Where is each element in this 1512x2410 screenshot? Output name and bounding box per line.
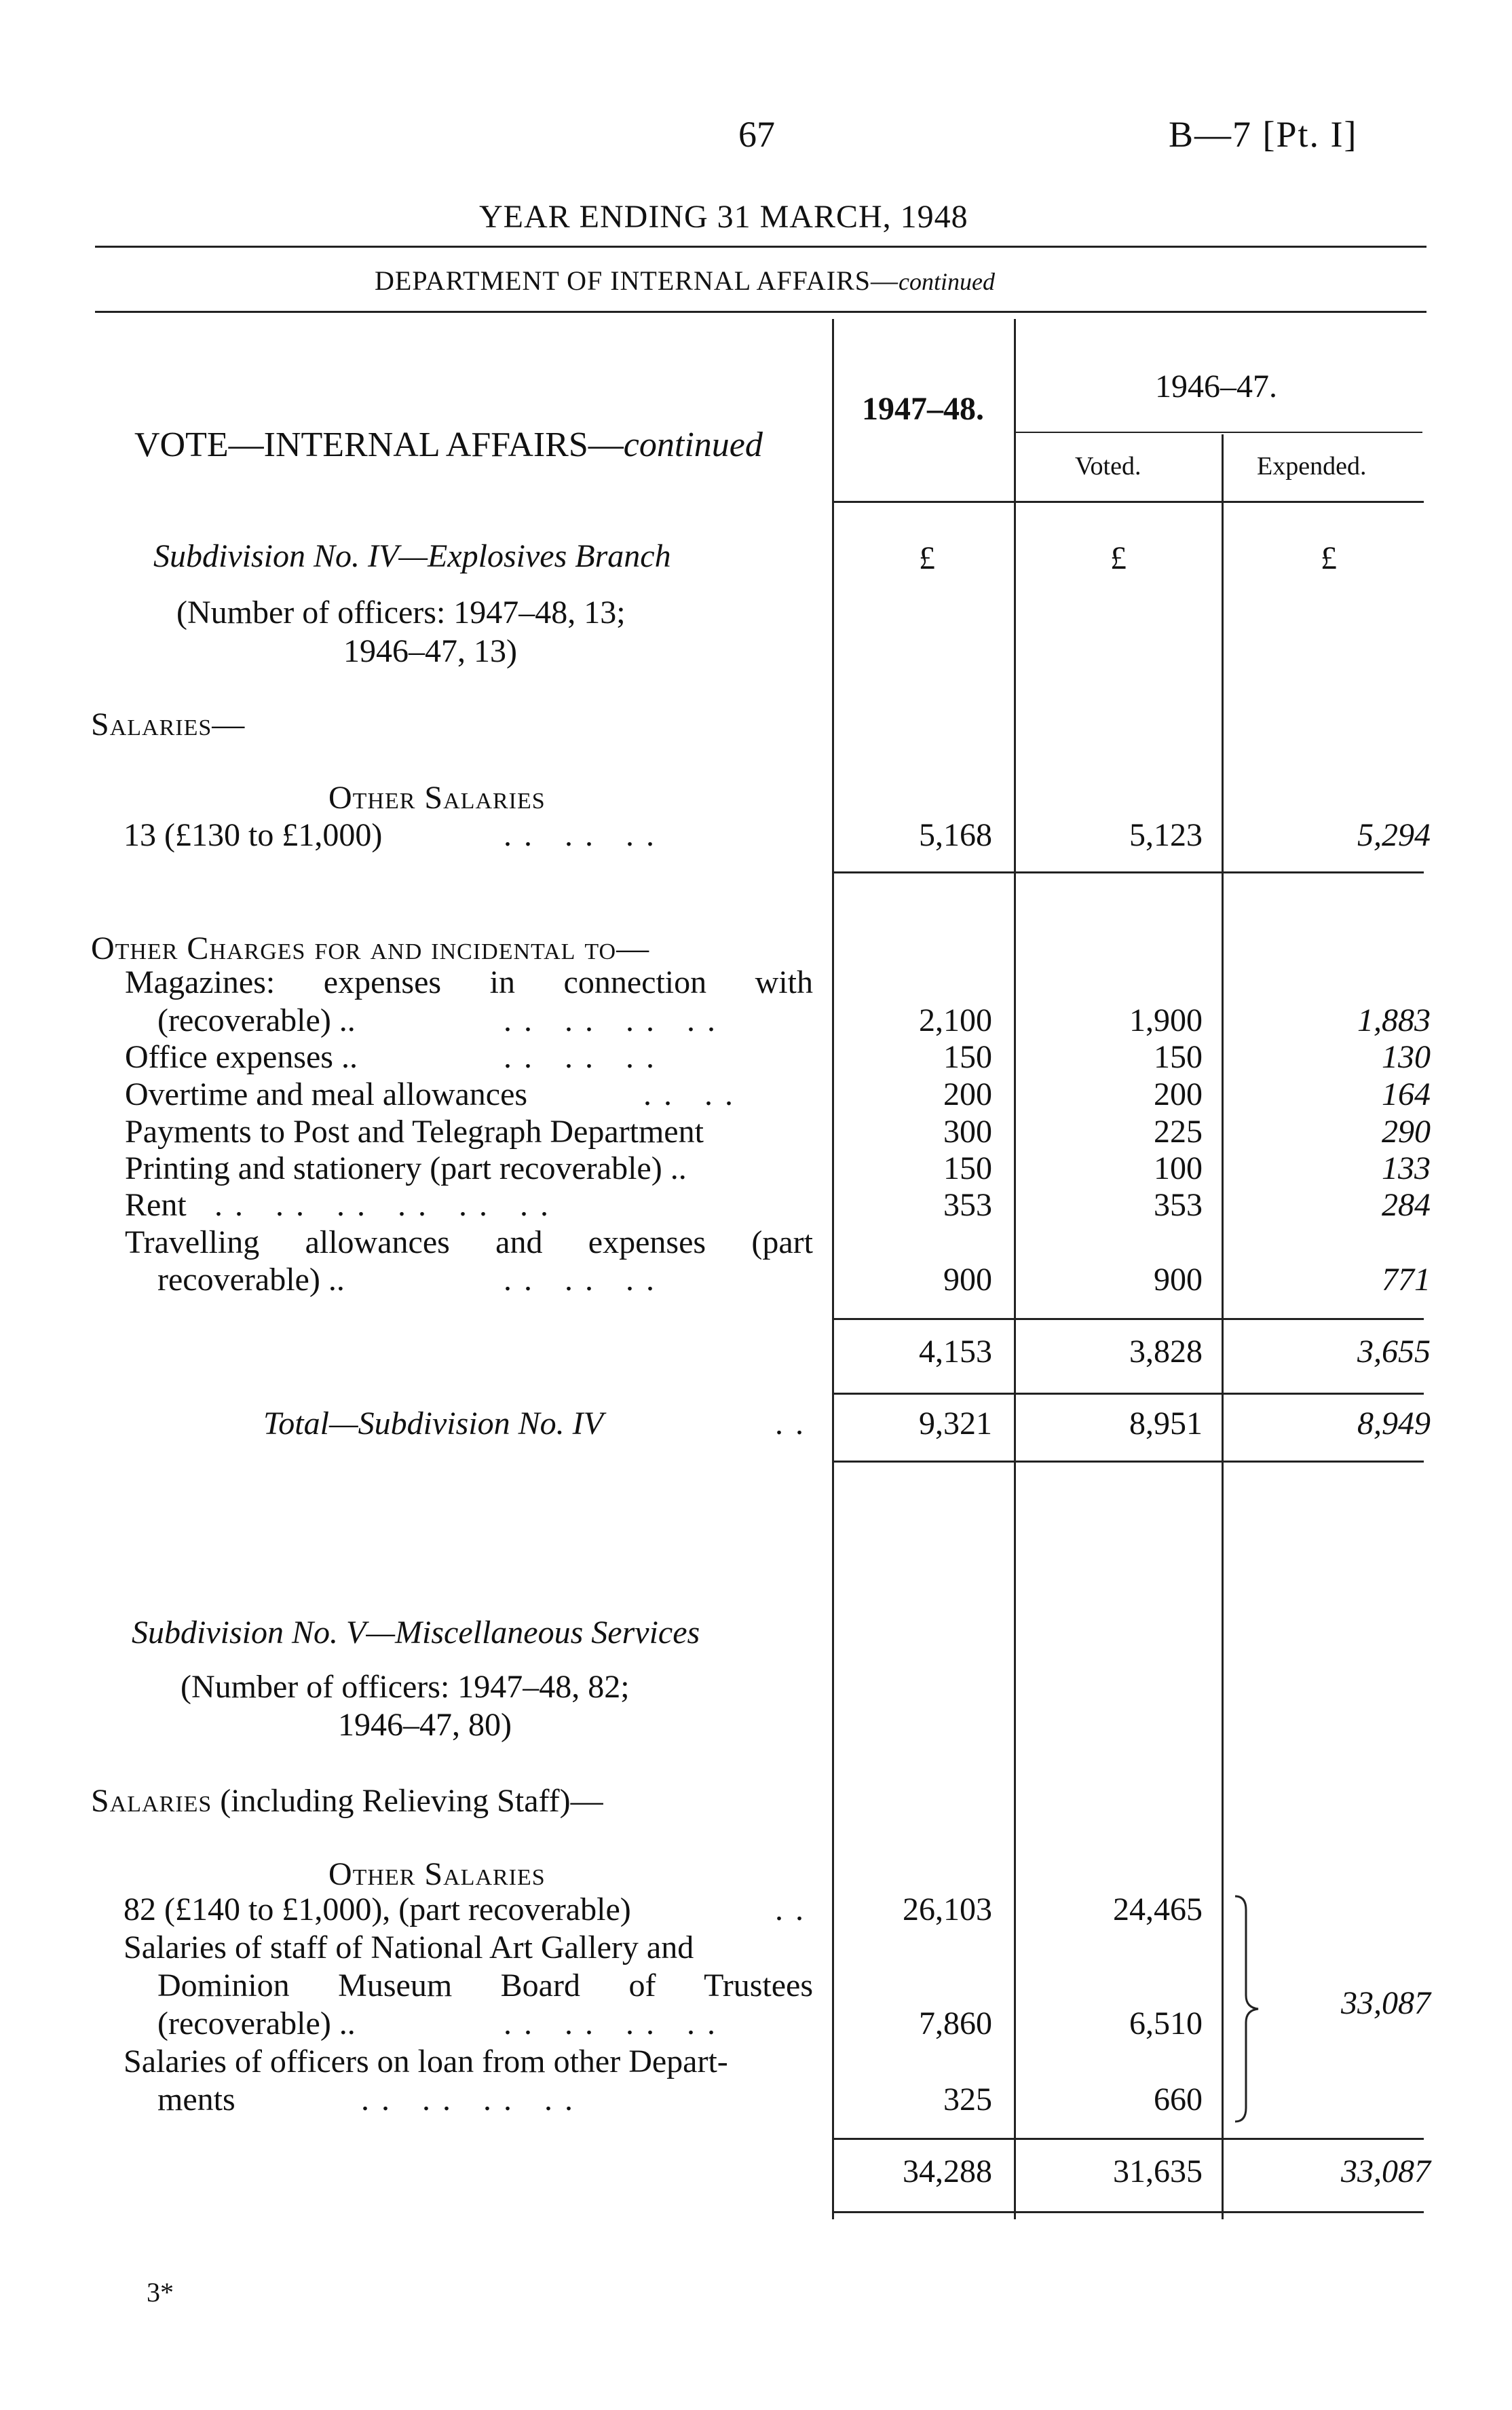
total-v-expended: 33,087 <box>1341 2153 1431 2189</box>
leader-dots: .. <box>775 1891 816 1927</box>
charge-voted: 150 <box>1154 1039 1203 1075</box>
leader-dots: .. .. .. .. <box>504 1002 727 1038</box>
salary-row-label: 13 (£130 to £1,000) <box>124 817 383 853</box>
charge-label: Printing and stationery (part recoverable) .. <box>125 1150 687 1186</box>
currency-1947: £ <box>919 540 935 576</box>
page-number: 67 <box>738 114 775 155</box>
charge-label-cont: recoverable) .. <box>157 1262 345 1298</box>
charges-subtotal-expended: 3,655 <box>1357 1334 1431 1370</box>
header-rule-top <box>95 246 1426 248</box>
charge-label: Payments to Post and Telegraph Department <box>125 1114 704 1150</box>
year-title: YEAR ENDING 31 MARCH, 1948 <box>479 199 968 235</box>
salary-label: Salaries of staff of National Art Gallery and <box>124 1929 694 1965</box>
salary-row-expended: 5,294 <box>1357 817 1431 853</box>
charge-label: Office expenses .. <box>125 1039 358 1075</box>
total-iv-1947: 9,321 <box>919 1406 992 1442</box>
leader-dots: .. .. .. .. <box>504 2006 727 2041</box>
column-header-voted: Voted. <box>1075 452 1141 481</box>
currency-voted: £ <box>1110 540 1127 576</box>
salary-label: Salaries of officers on loan from other Depart- <box>124 2044 728 2079</box>
head-rule <box>833 501 1424 503</box>
document-reference: B—7 [Pt. I] <box>1169 114 1358 155</box>
charge-expended: 771 <box>1382 1262 1431 1298</box>
charges-subtotal-1947: 4,153 <box>919 1334 992 1370</box>
charge-expended: 284 <box>1382 1187 1431 1223</box>
charge-voted: 1,900 <box>1129 1002 1203 1038</box>
total-iv-rule <box>833 1393 1424 1395</box>
charge-voted: 200 <box>1154 1076 1203 1112</box>
salary-row-voted: 5,123 <box>1129 817 1203 853</box>
subheader-rule <box>1015 432 1422 433</box>
salary-subtotal-rule <box>833 871 1424 873</box>
salary-1947: 325 <box>943 2082 992 2117</box>
charge-1947: 150 <box>943 1150 992 1186</box>
leader-dots: .. .. .. <box>504 817 666 853</box>
salary-voted: 660 <box>1154 2082 1203 2117</box>
charge-1947: 900 <box>943 1262 992 1298</box>
salary-label-cont: Dominion Museum Board of Trustees <box>157 1967 813 2003</box>
charge-expended: 130 <box>1382 1039 1431 1075</box>
total-v-voted: 31,635 <box>1113 2153 1203 2189</box>
salary-voted: 24,465 <box>1113 1891 1203 1927</box>
salary-voted: 6,510 <box>1129 2006 1203 2041</box>
leader-dots: .. .. .. .. <box>361 2082 585 2117</box>
charges-subtotal-rule <box>833 1318 1424 1320</box>
subdivision-v-officers-line1: (Number of officers: 1947–48, 82; <box>181 1669 630 1705</box>
charge-1947: 300 <box>943 1114 992 1150</box>
salary-row-1947: 5,168 <box>919 817 992 853</box>
total-iv-bottom-rule <box>833 1461 1424 1463</box>
charge-voted: 900 <box>1154 1262 1203 1298</box>
charges-subtotal-voted: 3,828 <box>1129 1334 1203 1370</box>
total-v-1947: 34,288 <box>903 2153 992 2189</box>
column-header-expended: Expended. <box>1257 452 1367 481</box>
column-rule-expended <box>1222 434 1224 2219</box>
subdivision-iv-officers-line1: (Number of officers: 1947–48, 13; <box>176 595 626 630</box>
header-rule-bottom <box>95 311 1426 313</box>
charge-label: Rent <box>125 1187 187 1223</box>
salary-label-cont: ments <box>157 2082 235 2117</box>
charge-1947: 353 <box>943 1187 992 1223</box>
subdivision-v-officers-line2: 1946–47, 80) <box>338 1707 512 1743</box>
leader-dots: .. <box>775 1406 816 1442</box>
subdivision-iv-officers-line2: 1946–47, 13) <box>343 633 517 669</box>
salary-label-cont: (recoverable) .. <box>157 2006 356 2041</box>
salary-label: 82 (£140 to £1,000), (part recoverable) <box>124 1891 631 1927</box>
charge-1947: 150 <box>943 1039 992 1075</box>
leader-dots: .. .. <box>643 1076 745 1112</box>
charge-label-cont: (recoverable) .. <box>157 1002 356 1038</box>
vote-title: VOTE—INTERNAL AFFAIRS—continued <box>134 426 763 464</box>
charge-label: Travelling allowances and expenses (part <box>125 1224 813 1260</box>
charge-expended: 1,883 <box>1357 1002 1431 1038</box>
charge-1947: 2,100 <box>919 1002 992 1038</box>
other-salaries-heading-v: Other Salaries <box>328 1856 546 1892</box>
leader-dots: .. .. .. .. .. .. <box>214 1187 561 1223</box>
column-header-1946-47: 1946–47. <box>1155 369 1277 404</box>
salaries-heading: Salaries— <box>91 707 246 742</box>
other-charges-heading: Other Charges for and incidental to— <box>91 930 650 966</box>
signature-mark: 3* <box>147 2277 174 2308</box>
salary-1947: 7,860 <box>919 2006 992 2041</box>
charge-label: Overtime and meal allowances <box>125 1076 528 1112</box>
charge-expended: 133 <box>1382 1150 1431 1186</box>
total-iv-expended: 8,949 <box>1357 1406 1431 1442</box>
leader-dots: .. .. .. <box>504 1262 666 1298</box>
charge-1947: 200 <box>943 1076 992 1112</box>
salaries-heading-v: Salaries (including Relieving Staff)— <box>91 1783 603 1819</box>
charge-expended: 164 <box>1382 1076 1431 1112</box>
charge-label: Magazines: expenses in connection with <box>125 964 813 1000</box>
total-iv-voted: 8,951 <box>1129 1406 1203 1442</box>
total-v-rule <box>833 2138 1424 2140</box>
subdivision-iv-title: Subdivision No. IV—Explosives Branch <box>153 538 671 574</box>
leader-dots: .. .. .. <box>504 1039 666 1075</box>
currency-expended: £ <box>1321 540 1337 576</box>
column-header-1947-48: 1947–48. <box>862 391 984 427</box>
total-iv-label: Total—Subdivision No. IV <box>263 1406 603 1442</box>
department-title: DEPARTMENT OF INTERNAL AFFAIRS—continued <box>375 265 996 296</box>
charge-voted: 225 <box>1154 1114 1203 1150</box>
bracket-expended-value: 33,087 <box>1341 1985 1431 2021</box>
charge-voted: 353 <box>1154 1187 1203 1223</box>
subdivision-v-title: Subdivision No. V—Miscellaneous Services <box>132 1615 700 1651</box>
charge-expended: 290 <box>1382 1114 1431 1150</box>
charge-voted: 100 <box>1154 1150 1203 1186</box>
column-rule-voted <box>1014 319 1016 2219</box>
table-bottom-rule <box>833 2211 1424 2213</box>
salary-1947: 26,103 <box>903 1891 992 1927</box>
other-salaries-heading: Other Salaries <box>328 780 546 816</box>
